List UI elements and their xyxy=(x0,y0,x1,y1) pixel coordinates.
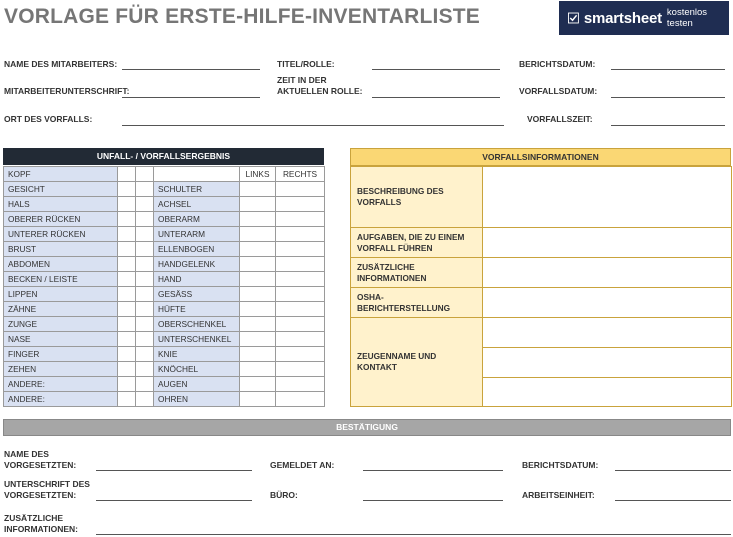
brand-cta-text: kostenlos testen xyxy=(666,7,708,29)
employee-signature-label: MITARBEITERUNTERSCHRIFT: xyxy=(4,86,130,96)
blank-header-cell xyxy=(154,167,240,182)
left-check-cell[interactable] xyxy=(136,287,154,302)
info-value-witness-3[interactable] xyxy=(483,378,732,407)
side-left-cell[interactable] xyxy=(240,242,276,257)
left-check-cell[interactable] xyxy=(118,257,136,272)
injury-row xyxy=(4,212,325,227)
left-check-cell[interactable] xyxy=(136,272,154,287)
info-label-additional: ZUSÄTZLICHE INFORMATIONEN xyxy=(351,258,483,288)
report-date-label: BERICHTSDATUM: xyxy=(519,59,596,69)
injury-row xyxy=(4,242,325,257)
left-check-cell[interactable] xyxy=(136,242,154,257)
left-body-part: GESICHT xyxy=(4,182,118,197)
left-check-cell[interactable] xyxy=(136,332,154,347)
side-right-cell[interactable] xyxy=(276,257,325,272)
info-value-additional[interactable] xyxy=(483,258,732,288)
right-body-part: HÜFTE xyxy=(154,302,240,317)
left-body-part: BRUST xyxy=(4,242,118,257)
left-body-part: ANDERE: xyxy=(4,377,118,392)
left-check-cell[interactable] xyxy=(118,212,136,227)
side-right-cell[interactable] xyxy=(276,347,325,362)
right-body-part: KNIE xyxy=(154,347,240,362)
left-check-cell[interactable] xyxy=(118,287,136,302)
left-check-cell[interactable] xyxy=(118,227,136,242)
left-body-part: FINGER xyxy=(4,347,118,362)
left-check-cell[interactable] xyxy=(136,182,154,197)
left-check-cell[interactable] xyxy=(136,347,154,362)
side-right-cell[interactable] xyxy=(276,182,325,197)
right-body-part: UNTERARM xyxy=(154,227,240,242)
left-check-cell[interactable] xyxy=(118,242,136,257)
left-body-part: BECKEN / LEISTE xyxy=(4,272,118,287)
info-value-description[interactable] xyxy=(483,167,732,228)
injury-row xyxy=(4,347,325,362)
office-field[interactable] xyxy=(363,500,503,501)
left-body-part: ANDERE: xyxy=(4,392,118,407)
injury-row xyxy=(4,392,325,407)
left-check-cell[interactable] xyxy=(136,197,154,212)
right-body-part: AUGEN xyxy=(154,377,240,392)
left-check-cell[interactable] xyxy=(118,167,136,182)
injury-table xyxy=(3,166,325,407)
side-right-cell[interactable] xyxy=(276,362,325,377)
right-body-part: GESÄSS xyxy=(154,287,240,302)
left-body-part: UNTERER RÜCKEN xyxy=(4,227,118,242)
injury-row xyxy=(4,287,325,302)
injury-row xyxy=(4,257,325,272)
injury-row xyxy=(4,227,325,242)
side-left-cell[interactable] xyxy=(240,317,276,332)
left-check-cell[interactable] xyxy=(118,377,136,392)
time-in-role-label: ZEIT IN DER AKTUELLEN ROLLE: xyxy=(277,75,363,96)
incident-info-header: VORFALLSINFORMATIONEN xyxy=(350,148,731,166)
title-role-label: TITEL/ROLLE: xyxy=(277,59,335,69)
confirmation-header: BESTÄTIGUNG xyxy=(3,419,731,436)
side-left-cell[interactable] xyxy=(240,332,276,347)
supervisor-name-label: NAME DES VORGESETZTEN: xyxy=(4,449,77,470)
info-label-witness: ZEUGENNAME UND KONTAKT xyxy=(351,318,483,407)
right-body-part: OHREN xyxy=(154,392,240,407)
right-body-part: OBERARM xyxy=(154,212,240,227)
left-body-part: LIPPEN xyxy=(4,287,118,302)
brand-name: smartsheet xyxy=(583,9,662,27)
employee-name-label: NAME DES MITARBEITERS: xyxy=(4,59,118,69)
side-right-cell[interactable] xyxy=(276,272,325,287)
right-body-part: SCHULTER xyxy=(154,182,240,197)
confirmation-report-date-label: BERICHTSDATUM: xyxy=(522,460,599,470)
side-left-cell[interactable] xyxy=(240,287,276,302)
injury-row xyxy=(4,332,325,347)
incident-time-label: VORFALLSZEIT: xyxy=(527,114,593,124)
side-right-cell[interactable] xyxy=(276,227,325,242)
info-value-tasks[interactable] xyxy=(483,228,732,258)
work-unit-label: ARBEITSEINHEIT: xyxy=(522,490,595,500)
incident-date-label: VORFALLSDATUM: xyxy=(519,86,598,96)
info-label-description: BESCHREIBUNG DES VORFALLS xyxy=(351,167,483,228)
injury-row xyxy=(4,377,325,392)
additional-info-label: ZUSÄTZLICHE INFORMATIONEN: xyxy=(4,513,78,534)
info-value-witness-1[interactable] xyxy=(483,318,732,348)
incident-location-field[interactable] xyxy=(122,125,504,126)
left-body-part: KOPF xyxy=(4,167,118,182)
reported-to-field[interactable] xyxy=(363,470,503,471)
col-header-right: RECHTS xyxy=(276,167,325,182)
supervisor-signature-label: UNTERSCHRIFT DES VORGESETZTEN: xyxy=(4,479,90,500)
injury-row xyxy=(4,362,325,377)
side-right-cell[interactable] xyxy=(276,377,325,392)
side-right-cell[interactable] xyxy=(276,242,325,257)
confirmation-report-date-field[interactable] xyxy=(615,470,731,471)
right-body-part: UNTERSCHENKEL xyxy=(154,332,240,347)
side-left-cell[interactable] xyxy=(240,182,276,197)
injury-row xyxy=(4,317,325,332)
side-right-cell[interactable] xyxy=(276,212,325,227)
side-left-cell[interactable] xyxy=(240,227,276,242)
injury-row xyxy=(4,272,325,287)
left-check-cell[interactable] xyxy=(136,302,154,317)
col-header-left: LINKS xyxy=(240,167,276,182)
left-check-cell[interactable] xyxy=(118,197,136,212)
side-left-cell[interactable] xyxy=(240,392,276,407)
info-label-osha: OSHA-BERICHTERSTELLUNG xyxy=(351,288,483,318)
side-left-cell[interactable] xyxy=(240,197,276,212)
info-label-tasks: AUFGABEN, DIE ZU EINEM VORFALL FÜHREN xyxy=(351,228,483,258)
supervisor-name-field[interactable] xyxy=(96,470,252,471)
side-left-cell[interactable] xyxy=(240,302,276,317)
right-body-part: ELLENBOGEN xyxy=(154,242,240,257)
side-left-cell[interactable] xyxy=(240,347,276,362)
left-check-cell[interactable] xyxy=(136,392,154,407)
incident-location-label: ORT DES VORFALLS: xyxy=(4,114,93,124)
left-body-part: HALS xyxy=(4,197,118,212)
left-check-cell[interactable] xyxy=(136,362,154,377)
left-check-cell[interactable] xyxy=(118,302,136,317)
right-body-part: OBERSCHENKEL xyxy=(154,317,240,332)
report-date-field[interactable] xyxy=(611,69,725,70)
left-check-cell[interactable] xyxy=(118,317,136,332)
side-right-cell[interactable] xyxy=(276,302,325,317)
incident-info-table xyxy=(350,166,732,407)
additional-info-field[interactable] xyxy=(96,534,731,535)
office-label: BÜRO: xyxy=(270,490,298,500)
info-value-witness-2[interactable] xyxy=(483,348,732,378)
side-left-cell[interactable] xyxy=(240,362,276,377)
left-check-cell[interactable] xyxy=(136,377,154,392)
work-unit-field[interactable] xyxy=(615,500,731,501)
left-body-part: ZUNGE xyxy=(4,317,118,332)
side-left-cell[interactable] xyxy=(240,212,276,227)
left-check-cell[interactable] xyxy=(118,392,136,407)
side-right-cell[interactable] xyxy=(276,392,325,407)
right-body-part: HANDGELENK xyxy=(154,257,240,272)
injury-row xyxy=(4,182,325,197)
smartsheet-cta-banner[interactable] xyxy=(559,1,729,35)
side-left-cell[interactable] xyxy=(240,257,276,272)
side-right-cell[interactable] xyxy=(276,287,325,302)
incident-time-field[interactable] xyxy=(611,125,725,126)
info-value-osha[interactable] xyxy=(483,288,732,318)
left-body-part: ZEHEN xyxy=(4,362,118,377)
supervisor-signature-field[interactable] xyxy=(96,500,252,501)
left-check-cell[interactable] xyxy=(136,167,154,182)
injury-table-header: UNFALL- / VORFALLSERGEBNIS xyxy=(3,148,324,165)
left-check-cell[interactable] xyxy=(136,227,154,242)
time-in-role-field[interactable] xyxy=(372,97,500,98)
side-left-cell[interactable] xyxy=(240,272,276,287)
side-right-cell[interactable] xyxy=(276,332,325,347)
smartsheet-logo-icon xyxy=(568,12,579,24)
employee-signature-field[interactable] xyxy=(122,97,260,98)
left-check-cell[interactable] xyxy=(136,257,154,272)
left-check-cell[interactable] xyxy=(118,347,136,362)
injury-row xyxy=(4,197,325,212)
left-check-cell[interactable] xyxy=(118,272,136,287)
employee-name-field[interactable] xyxy=(122,69,260,70)
page-title: VORLAGE FÜR ERSTE-HILFE-INVENTARLISTE xyxy=(4,5,481,28)
side-right-cell[interactable] xyxy=(276,197,325,212)
left-body-part: NASE xyxy=(4,332,118,347)
incident-date-field[interactable] xyxy=(611,97,725,98)
left-body-part: ABDOMEN xyxy=(4,257,118,272)
left-check-cell[interactable] xyxy=(118,182,136,197)
left-check-cell[interactable] xyxy=(118,362,136,377)
right-body-part: ACHSEL xyxy=(154,197,240,212)
left-check-cell[interactable] xyxy=(136,317,154,332)
injury-row xyxy=(4,302,325,317)
left-body-part: ZÄHNE xyxy=(4,302,118,317)
right-body-part: KNÖCHEL xyxy=(154,362,240,377)
side-right-cell[interactable] xyxy=(276,317,325,332)
side-left-cell[interactable] xyxy=(240,377,276,392)
title-role-field[interactable] xyxy=(372,69,500,70)
injury-row xyxy=(4,167,325,182)
reported-to-label: GEMELDET AN: xyxy=(270,460,335,470)
left-check-cell[interactable] xyxy=(118,332,136,347)
left-check-cell[interactable] xyxy=(136,212,154,227)
right-body-part: HAND xyxy=(154,272,240,287)
left-body-part: OBERER RÜCKEN xyxy=(4,212,118,227)
